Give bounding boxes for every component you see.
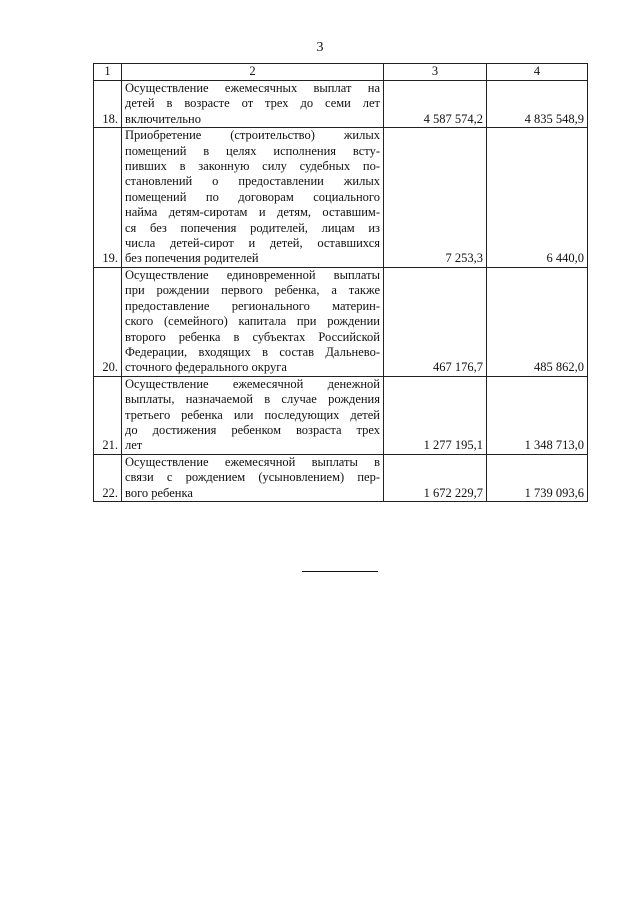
description-line: второго ребенка в субъектах Российской bbox=[125, 329, 380, 344]
description-line: Осуществление ежемесячной выплаты в bbox=[125, 454, 380, 469]
description-line: ся без попечения родителей, лицам из bbox=[125, 220, 380, 235]
row-value-col4: 6 440,0 bbox=[487, 128, 588, 268]
description-line: предоставление регионального материн- bbox=[125, 298, 380, 313]
row-value-col3: 7 253,3 bbox=[384, 128, 487, 268]
row-number: 20. bbox=[94, 267, 122, 376]
description-line: связи с рождением (усыновлением) пер- bbox=[125, 470, 380, 485]
description-line: вого ребенка bbox=[125, 485, 193, 500]
row-description bbox=[122, 454, 384, 501]
table-header-row bbox=[94, 64, 588, 81]
row-value-col3: 467 176,7 bbox=[384, 267, 487, 376]
description-line: детей в возрасте от трех до семи лет bbox=[125, 96, 380, 111]
row-number: 21. bbox=[94, 376, 122, 454]
description-line: Осуществление ежемесячной денежной bbox=[125, 376, 380, 391]
description-line: помещений по договорам социального bbox=[125, 189, 380, 204]
row-value-col4: 485 862,0 bbox=[487, 267, 588, 376]
table-row bbox=[94, 376, 588, 454]
description-line: Федерации, входящих в состав Дальнево- bbox=[125, 344, 380, 359]
row-number: 18. bbox=[94, 81, 122, 128]
row-value-col3: 1 672 229,7 bbox=[384, 454, 487, 501]
description-line: третьего ребенка или последующих детей bbox=[125, 407, 380, 422]
column-header-2: 2 bbox=[122, 64, 384, 81]
description-line: при рождении первого ребенка, а также bbox=[125, 283, 380, 298]
column-header-4: 4 bbox=[487, 64, 588, 81]
description-line: помещений в целях исполнения всту- bbox=[125, 143, 380, 158]
description-line: включительно bbox=[125, 111, 201, 126]
row-value-col3: 4 587 574,2 bbox=[384, 81, 487, 128]
description-line: без попечения родителей bbox=[125, 251, 259, 266]
description-line: найма детям-сиротам и детям, оставшим- bbox=[125, 205, 380, 220]
row-value-col4: 1 739 093,6 bbox=[487, 454, 588, 501]
row-number: 19. bbox=[94, 128, 122, 268]
description-line: выплаты, назначаемой в случае рождения bbox=[125, 392, 380, 407]
row-description bbox=[122, 267, 384, 376]
column-header-1: 1 bbox=[94, 64, 122, 81]
row-value-col3: 1 277 195,1 bbox=[384, 376, 487, 454]
row-value-col4: 4 835 548,9 bbox=[487, 81, 588, 128]
description-line: Осуществление ежемесячных выплат на bbox=[125, 81, 380, 95]
description-line: Осуществление единовременной выплаты bbox=[125, 267, 380, 282]
budget-table bbox=[93, 63, 588, 502]
column-header-3: 3 bbox=[384, 64, 487, 81]
row-description bbox=[122, 376, 384, 454]
description-line: пивших в законную силу судебных по- bbox=[125, 159, 380, 174]
row-description bbox=[122, 128, 384, 268]
end-of-document-rule bbox=[302, 571, 378, 572]
row-number: 22. bbox=[94, 454, 122, 501]
row-value-col4: 1 348 713,0 bbox=[487, 376, 588, 454]
description-line: ского (семейного) капитала при рождении bbox=[125, 314, 380, 329]
description-line: лет bbox=[125, 438, 143, 453]
description-line: становлений о предоставлении жилых bbox=[125, 174, 380, 189]
table-row bbox=[94, 267, 588, 376]
description-line: до достижения ребенком возраста трех bbox=[125, 422, 380, 437]
description-line: сточного федерального округа bbox=[125, 360, 287, 375]
table-row bbox=[94, 454, 588, 501]
table-row bbox=[94, 128, 588, 268]
table-row bbox=[94, 81, 588, 128]
page-number: 3 bbox=[316, 40, 324, 55]
table-body bbox=[94, 81, 588, 502]
row-description bbox=[122, 81, 384, 128]
description-line: числа детей-сирот и детей, оставшихся bbox=[125, 236, 380, 251]
description-line: Приобретение (строительство) жилых bbox=[125, 128, 380, 143]
